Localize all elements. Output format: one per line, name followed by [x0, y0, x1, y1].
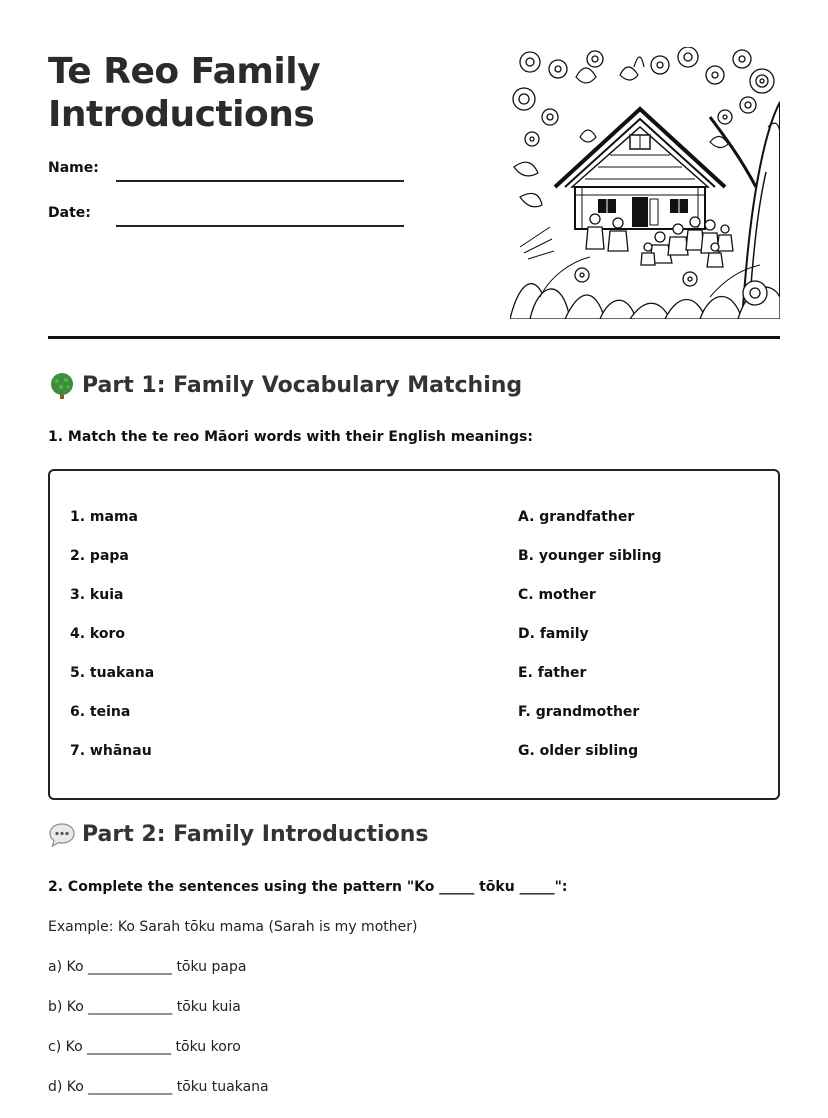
name-label: Name: — [48, 160, 99, 176]
name-write-line[interactable] — [116, 180, 404, 182]
name-field[interactable] — [48, 158, 408, 188]
title-line-2: Introductions — [48, 94, 315, 135]
match-right-item[interactable]: A. grandfather — [518, 509, 635, 525]
match-right-item[interactable]: F. grandmother — [518, 704, 640, 720]
matching-box — [48, 469, 780, 800]
speech-bubble-icon — [48, 821, 76, 849]
match-right-item[interactable]: G. older sibling — [518, 743, 639, 759]
match-left-item[interactable]: 7. whānau — [70, 743, 152, 759]
sentence-item[interactable]: a) Ko ____________ tōku papa — [48, 959, 247, 975]
sentence-item[interactable]: c) Ko ____________ tōku koro — [48, 1039, 241, 1055]
part1-instruction: 1. Match the te reo Māori words with their English meanings: — [48, 429, 533, 445]
part2-heading — [48, 821, 788, 849]
title-line-1: Te Reo Family — [48, 51, 321, 92]
match-left-item[interactable]: 1. mama — [70, 509, 139, 525]
example-sentence: Example: Ko Sarah tōku mama (Sarah is my mother) — [48, 919, 418, 935]
match-left-item[interactable]: 6. teina — [70, 704, 131, 720]
date-field[interactable] — [48, 203, 408, 233]
match-right-item[interactable]: E. father — [518, 665, 587, 681]
section-divider — [48, 336, 780, 339]
match-left-item[interactable]: 4. koro — [70, 626, 126, 642]
match-left-item[interactable]: 3. kuia — [70, 587, 124, 603]
match-left-item[interactable]: 2. papa — [70, 548, 129, 564]
part1-heading — [48, 372, 788, 400]
part2-instruction: 2. Complete the sentences using the pattern "Ko _____ tōku _____": — [48, 879, 568, 895]
sentence-item[interactable]: b) Ko ____________ tōku kuia — [48, 999, 241, 1015]
sentence-item[interactable]: d) Ko ____________ tōku tuakana — [48, 1079, 269, 1095]
match-right-item[interactable]: C. mother — [518, 587, 596, 603]
meeting-house-illustration — [510, 47, 780, 319]
match-right-item[interactable]: B. younger sibling — [518, 548, 662, 564]
match-left-item[interactable]: 5. tuakana — [70, 665, 155, 681]
part1-heading-text: Part 1: Family Vocabulary Matching — [82, 373, 523, 398]
date-write-line[interactable] — [116, 225, 404, 227]
match-right-item[interactable]: D. family — [518, 626, 589, 642]
date-label: Date: — [48, 205, 91, 221]
part2-heading-text: Part 2: Family Introductions — [82, 822, 429, 847]
tree-icon — [48, 372, 76, 400]
page-title — [48, 50, 468, 136]
